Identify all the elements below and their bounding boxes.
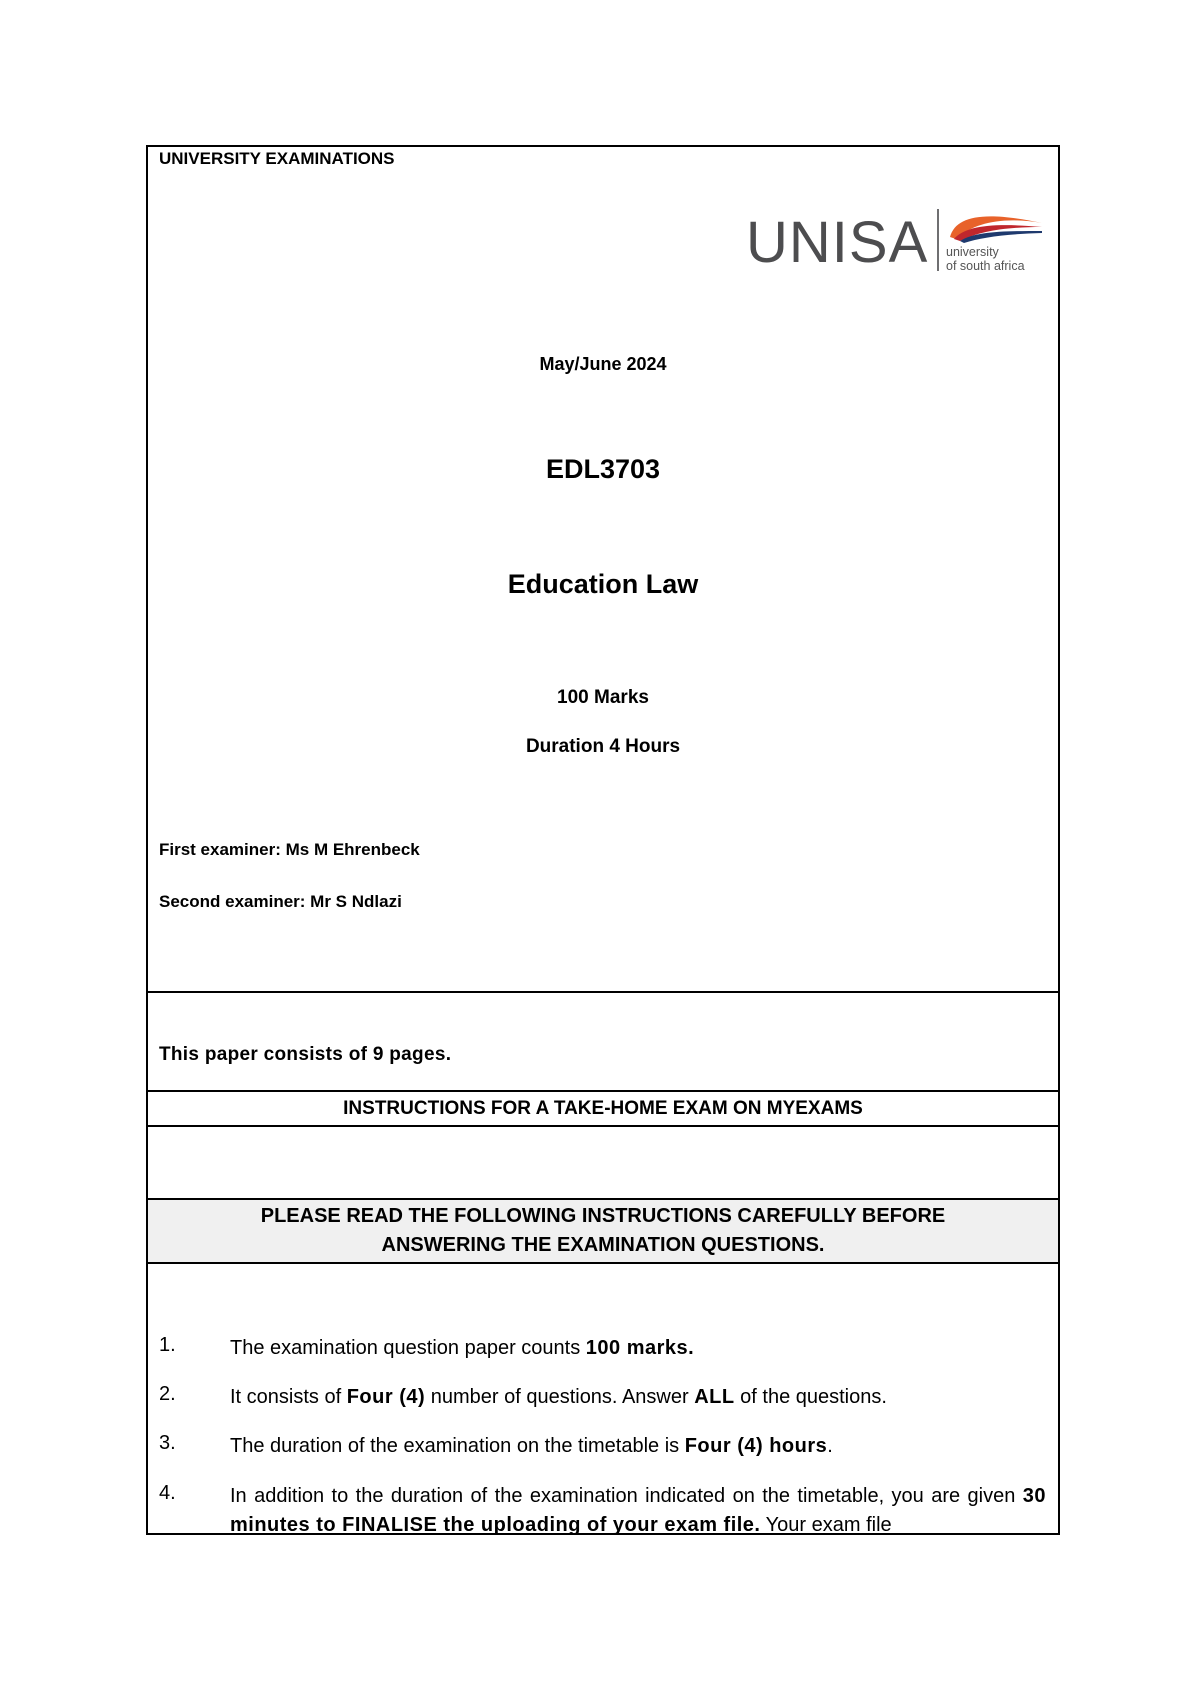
university-examinations-label: UNIVERSITY EXAMINATIONS — [159, 149, 395, 168]
instruction-number: 1. — [159, 1334, 176, 1356]
exam-session: May/June 2024 — [539, 354, 667, 374]
instruction-text: The duration of the examination on the timetable is Four (4) hours. — [230, 1435, 833, 1457]
exam-duration: Duration 4 Hours — [525, 736, 681, 757]
logo-subtitle-line-1: university — [946, 245, 999, 259]
instruction-number: 4. — [159, 1482, 176, 1504]
instruction-text: It consists of Four (4) number of questions. Answer ALL of the questions. — [230, 1386, 887, 1408]
page-count-note: This paper consists of 9 pages. — [159, 1044, 452, 1065]
logo-subtitle-line-2: of south africa — [946, 259, 1025, 273]
divider — [148, 1262, 1058, 1264]
divider — [148, 1125, 1058, 1127]
divider — [148, 991, 1058, 993]
module-code: EDL3703 — [545, 454, 661, 484]
instruction-text: In addition to the duration of the examination indicated on the timetable, you are given 30 minutes to FINALISE the uploading of your exam file. Your exam file — [230, 1485, 1046, 1536]
instructions-heading: INSTRUCTIONS FOR A TAKE-HOME EXAM ON MYEXAMS — [343, 1098, 863, 1119]
instruction-number: 3. — [159, 1432, 176, 1454]
divider — [148, 1090, 1058, 1092]
exam-cover-frame — [146, 145, 1060, 1535]
second-examiner: Second examiner: Mr S Ndlazi — [159, 892, 402, 911]
read-instructions-banner — [148, 1200, 1058, 1262]
unisa-flag-swoosh-icon — [946, 209, 1044, 245]
banner-line-2: ANSWERING THE EXAMINATION QUESTIONS. — [381, 1234, 825, 1256]
logo-subtitle — [946, 245, 1025, 273]
total-marks: 100 Marks — [557, 687, 649, 708]
logo-divider — [937, 209, 939, 271]
instruction-text: The examination question paper counts 100 marks. — [230, 1337, 695, 1359]
instruction-number: 2. — [159, 1383, 176, 1405]
logo-wordmark: UNISA — [746, 210, 929, 275]
first-examiner: First examiner: Ms M Ehrenbeck — [159, 840, 420, 859]
module-title: Education Law — [507, 569, 699, 599]
banner-line-1: PLEASE READ THE FOLLOWING INSTRUCTIONS CAREFULLY BEFORE — [260, 1205, 946, 1227]
unisa-logo — [746, 209, 1046, 281]
